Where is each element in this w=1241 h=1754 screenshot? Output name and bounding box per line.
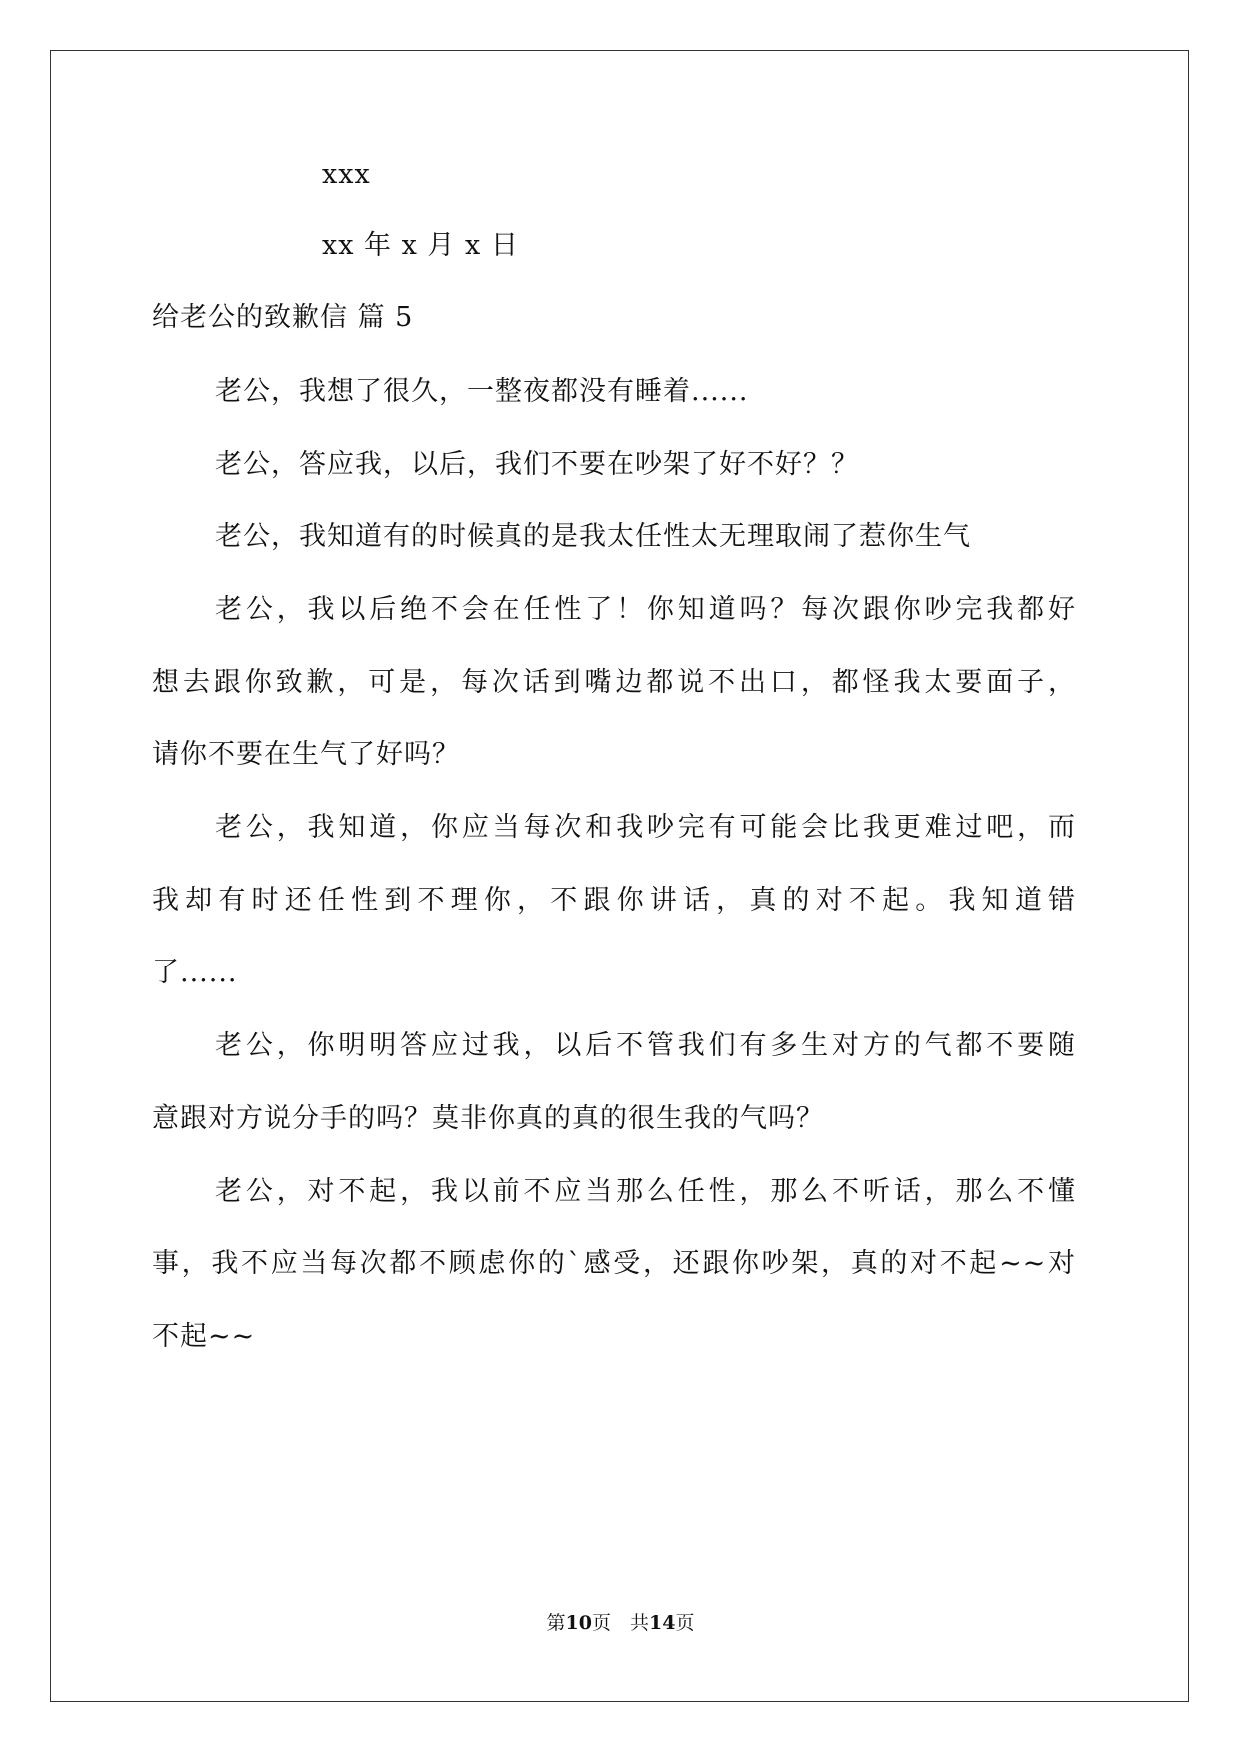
current-page-number: 10 (565, 1612, 592, 1634)
paragraph-line: 老公，我知道，你应当每次和我吵完有可能会比我更难过吧，而 (215, 812, 1076, 843)
paragraph-line: 老公，我知道有的时候真的是我太任性太无理取闹了惹你生气 (215, 521, 971, 552)
paragraph-line: 老公，你明明答应过我，以后不管我们有多生对方的气都不要随 (215, 1030, 1076, 1061)
signoff-date: xx 年 x 月 x 日 (322, 230, 519, 261)
page-border (50, 50, 1189, 1702)
paragraph-line: 了...... (152, 957, 238, 988)
paragraph-line: 不起~~ (152, 1321, 256, 1352)
paragraph-line: 老公，答应我，以后，我们不要在吵架了好不好？？ (215, 449, 859, 480)
section-title: 给老公的致歉信 篇 5 (152, 302, 414, 333)
page-footer (0, 1611, 1241, 1635)
signoff-name: xxx (322, 159, 371, 190)
paragraph-line: 我却有时还任性到不理你，不跟你讲话，真的对不起。我知道错 (152, 885, 1076, 916)
paragraph-line: 事，我不应当每次都不顾虑你的`感受，还跟你吵架，真的对不起~~对 (152, 1248, 1076, 1279)
paragraph-line: 老公，我想了很久，一整夜都没有睡着...... (215, 376, 749, 407)
total-pages-number: 14 (649, 1612, 676, 1634)
footer-prefix: 第 (546, 1612, 566, 1634)
paragraph-line: 请你不要在生气了好吗？ (152, 739, 460, 770)
paragraph-line: 老公，对不起，我以前不应当那么任性，那么不听话，那么不懂 (215, 1176, 1076, 1207)
paragraph-line: 想去跟你致歉，可是，每次话到嘴边都说不出口，都怪我太要面子， (152, 667, 1076, 698)
footer-mid: 页 共 (591, 1612, 649, 1634)
footer-suffix: 页 (675, 1612, 695, 1634)
paragraph-line: 意跟对方说分手的吗？莫非你真的真的很生我的气吗？ (152, 1103, 824, 1134)
paragraph-line: 老公，我以后绝不会在任性了！你知道吗？每次跟你吵完我都好 (215, 594, 1076, 625)
